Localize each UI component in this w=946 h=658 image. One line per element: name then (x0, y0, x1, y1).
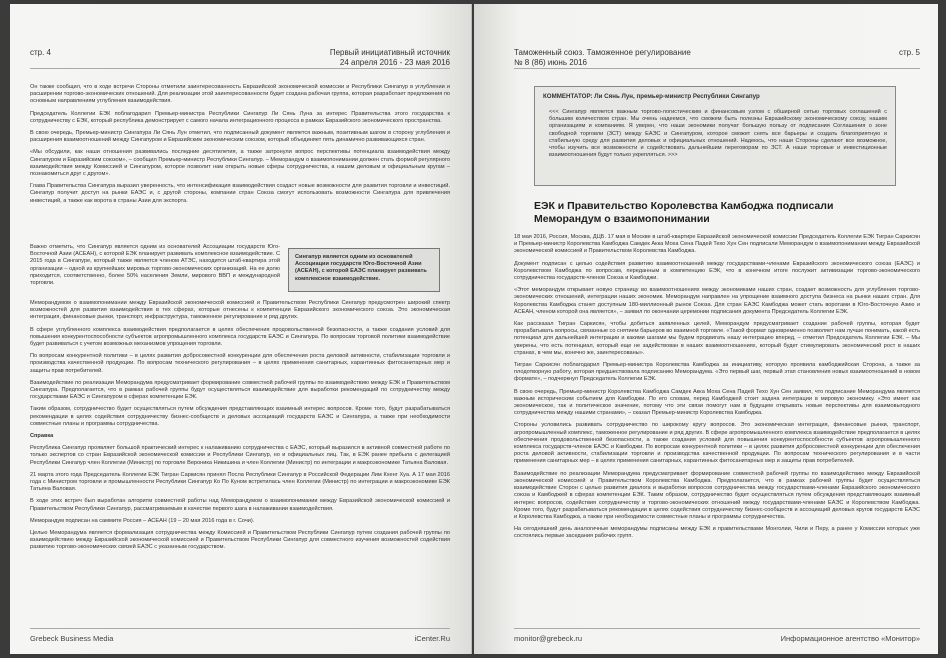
page-number: стр. 4 (30, 48, 52, 57)
right-page (474, 4, 938, 654)
footer-site: iCenter.Ru (414, 634, 450, 643)
paragraph: В ходе этих встреч был выработан алгоритм совместной работы над Меморандумом о взаимопонимании между Евразийской экономической комиссией и Правительством Республики Сингапур, рассматриваемым в качестве первого шага в налаживании взаимодействия. (30, 498, 450, 512)
paragraph: Стороны условились развивать сотрудничество по широкому кругу вопросов. Это экономическая интеграция, финансовые рынки, транспорт, агропромышленный комплекс, таможенное регулирование и ряд других. В сфере агропромышленного комплекса взаимодействие предполагается в целях обеспечения продовольственной безопасности, а также создания условий для повышения конкурентоспособности субъектов агропромышленного комплекса государств-членов ЕАЭС и Камбоджи. По вопросам конкурентной политики – в целях развития добросовестной конкуренции для обеспечения роста деловой активности, стабилизации торговли и производства качественной продукции. По вопросам технического регулирования и в части применения санитарных мер – в целях применения санитарных, карантинных фитосанитарных мер и защиты прав потребителей. (514, 422, 920, 465)
paragraph: «Этот меморандум открывает новую страницу во взаимоотношениях между экономиками наших стран, создает возможность для углубления торгово-экономических отношений, интеграции наших экономик. Меморандум направлен на упрощение взаимного доступа бизнеса на рынки наших стран. Для Королевства Камбоджа станет доступным 180-миллионный рынок Союза. Для стран ЕАЭС Камбоджа может стать воротами в Юго-Восточную Азию и АСЕАН, членом которой она является», – заявил по окончании церемонии подписания документа Председатель Коллегии ЕЭК. (514, 287, 920, 315)
paragraph: В сфере углубленного комплекса взаимодействия предполагается в целях обеспечения продовольственной безопасности, а также создания условий для повышения конкурентоспособности субъектов агропромышленного комплекса государств ЕАЭС и Сингапура. По вопросам торговой политики взаимодействие будет развиваться с учетом возможных механизмов упрощения торговли. (30, 326, 450, 348)
commentator-quote: <<< Сингапур является важным торгово-логистическим и финансовым узлом с обширной сетью торговых соглашений с большим количеством стран. Мы очень надеемся, что сможем быть полезны Евразийскому экономическому союзу, нашим организациям и компаниям. Я уверен, что наши экономики получат большую пользу от подписания Соглашения о зоне свободной торговли (ЗСТ) между ЕАЭС и Сингапуром, которое сможет снять все барьеры и создать благоприятную и стабильную среду для развития деловых и официальных отношений. Надеюсь, что наши Стороны сделают все возможное, чтобы изучить все возможности и содействовать дальнейшим переговорам по ЗСТ. А наши торговые и инвестиционные взаимоотношения будут только укрепляться. >>> (549, 109, 887, 159)
header-date: 24 апреля 2016 - 23 мая 2016 (339, 58, 450, 67)
paragraph: Он также сообщил, что в ходе встречи Стороны отметили заинтересованность Евразийской экономической комиссии и Республики Сингапур в углублении и расширении торгово-экономических отношений. Для реализации этой заинтересованности будет создана рабочая группа, которая разработает предложения по основным направлениям углубления взаимодействия. (30, 84, 450, 105)
page-number: стр. 5 (898, 48, 920, 57)
article-column (514, 234, 920, 546)
paragraph: По вопросам конкурентной политики – в целях развития добросовестной конкуренции для обеспечения роста деловой активности, стабилизации торговли и производства качественной продукции. По вопросам технического регулирования – в целях применения санитарных, карантинных фитосанитарных мер и защиты прав потребителей. (30, 353, 450, 374)
footer-publisher: Grebeck Business Media (30, 634, 114, 643)
paragraph: Взаимодействие по реализации Меморандума предусматривает формирование совместной рабочей группы по взаимодействию между ЕЭК и Правительством Сингапура. Предполагается, что в рамках рабочей группы будут осуществляться взаимодействие для выработки рекомендаций по сотрудничеству между государствами ЕАЭС и Сингапуром в сферах компетенции ЕЭК. (30, 379, 450, 401)
paragraph: В свою очередь, Премьер-министр Королевства Камбоджа Самдек Акка Моха Сена Падей Техо Хун Сен заявил, что подписание Меморандума является важным историческим событием для Камбоджи. По его словам, перед Камбоджей стоит задача интеграции в мировую экономику. «Это имеет как экономическое, так и политическое значение, потому что эти связи помогут нам в будущем открывать новые перспективы для взаимовыгодного сотрудничества между нашими странами», – сказал Премьер-министр Королевства Камбоджа. (514, 388, 920, 417)
footer-agency: Информационное агентство «Монитор» (780, 634, 920, 643)
footer-divider (514, 628, 920, 629)
paragraph: На сегодняшний день аналогичные меморандумы подписаны между ЕЭК и правительствами Монголии, Чили и Перу, а ранее у Комиссии которых уже состоялись первые заседания рабочих групп. (514, 526, 920, 540)
footer-divider (30, 628, 450, 629)
paragraph: 21 марта этого года Председатель Коллегии ЕЭК Тигран Саркисян принял Посла Республики Сингапур в Российской Федерации Лим Кхенг Хуа. А 17 мая 2016 года с Министром торговли и промышленности Республики Сингапур Ко По Куном встретилась член Коллегии (Министр) по интеграции и макроэкономике ЕЭК Татьяна Валовая. (30, 471, 450, 493)
paragraph: Председатель Коллегии ЕЭК поблагодарил Премьер-министра Республики Сингапур Ли Сянь Луна за интерес Правительства этого государства к сотрудничеству с ЕЭК, который республика демонстрирует с самого начала интеграционного процесса в рамках Евразийского экономического пространства. (30, 110, 450, 124)
header-divider (514, 68, 920, 69)
header-issue: № 8 (86) июнь 2016 (514, 58, 587, 67)
paragraph: Целью Меморандума является формализация сотрудничества между Комиссией и Правительством Республики Сингапур путем создания рабочей группы по взаимодействию между Евразийской экономической комиссией и Правительством Республики Сингапур для совместного изучения возможностей содействия развитию торгово-экономических связей ЕАЭС с указанным государством. (30, 530, 450, 551)
pull-quote-box: Сингапур является одним из основателей Ассоциации государств Юго-Восточной Азии (АСЕАН), с которой ЕАЭС планирует развивать комплексное взаимодействие. (288, 248, 440, 292)
header-title (250, 48, 450, 68)
article-column-top (30, 84, 450, 210)
paragraph: Республика Сингапур проявляет большой практический интерес к налаживанию сотрудничества с ЕАЭС, который выразился в активной совместной работе по только экспертов со стран Евразийской экономической комиссии и Республики Сингапур, но и официальных лиц. Так, в ЕЭК ранее прибыла с делегацией Республики Сингапур член Коллегии (Министр) по торговле Вероника Никишина и член Коллегии (Министр) по интеграции и макроэкономике Татьяна Валовая. (30, 445, 450, 466)
paragraph: Важно отметить, что Сингапур является одним из основателей Ассоциации государств Юго-Восточной Азии (АСЕАН), с которой ЕЭК планирует развивать комплексное взаимодействие. С 2015 года в Сингапуре, который также является членом АТЭС, находится штаб-квартира этой организации – одной из крупнейших мировых торгово-экономических организаций. На ее долю приходится, соответственно, более 50% населения Земли, мирового ВВП и международной торговли. (30, 244, 280, 287)
article-column-bottom (30, 300, 450, 557)
footer-email: monitor@grebeck.ru (514, 634, 583, 643)
paragraph: Взаимодействие по реализации Меморандума предусматривает формирование совместной рабочей группы по взаимодействию между Евразийской экономической комиссией и Правительством Королевства Камбоджа. Предполагается, что в рамках рабочей группы будет осуществляться взаимодействие Сторон с целью развития диалога и выработки вопросов сотрудничества между государствами-членами Евразийского экономического союза и Камбоджей в сферах компетенции ЕЭК. Таким образом, сотрудничество будет осуществляться путем обсуждения представляющих взаимный интерес вопросов, содействия сотрудничеству и торгово-экономических отношений между государствами-членами ЕАЭС и Королевством Камбоджа. Кроме того, будут разрабатываться рекомендации в целях содействия сотрудничеству бизнес-сообществ и ассоциаций деловых кругов государств ЕАЭС и Королевства Камбоджа, а также при необходимости совместные планы и программы сотрудничества. (514, 470, 920, 520)
header-title-text: Таможенный союз. Таможенное регулирование (514, 48, 691, 57)
paragraph: «Мы обсудили, как наши отношения развивались последние десятилетия, а также затронули вопрос перспективы потенциала взаимодействия между Сингапуром и Евразийским союзом», – сообщил Премьер-министр Республики Сингапур. – Меморандум о взаимопонимании должен стать формой регулярного взаимодействия между Комиссией и Сингапуром, которое позволит нам открыть новые сферы сотрудничества, а нашим деловым и официальным кругам – познакомиться друг с другом». (30, 149, 450, 178)
reference-heading: Справка (30, 433, 54, 440)
paragraph: Таким образом, сотрудничество будет осуществляться путем обсуждения представляющих взаимный интерес вопросов. Кроме того, будут разрабатываться рекомендации в целях содействия сотрудничеству бизнес-сообществ и деловых ассоциаций государств ЕАЭС и Сингапура, а также при необходимости совместные планы и программы сотрудничества. (30, 406, 450, 427)
paragraph: Документ подписан с целью содействия развитию взаимоотношений между государствами-членами Евразийского экономического союза (ЕАЭС) и Королевством Камбоджа по вопросам, переданным в компетенцию ЕЭК, что в конечном итоге послужит активизации торгово-экономического сотрудничества государств-членов Союза и Камбоджи. (514, 260, 920, 282)
commentator-title: КОММЕНТАТОР: Ли Сянь Лун, премьер-министр Республики Сингапур (543, 93, 760, 100)
paragraph: Меморандумом о взаимопонимании между Евразийской экономической комиссией и Правительством Республики Сингапур предусмотрен широкий спектр возможностей для развития взаимодействия в тех сферах, которые отнесены к компетенции Евразийского экономического союза. Это экономическая интеграция, финансовые рынки, транспорт, инфраструктура, таможенное регулирование и ряд других. (30, 300, 450, 321)
left-page (10, 4, 472, 654)
header-title (514, 48, 691, 68)
paragraph: 18 мая 2016, Россия, Москва, ДЦБ. 17 мая в Москве в штаб-квартире Евразийской экономической комиссии Председатель Коллегии ЕЭК Тигран Саркисян и Премьер-министр Королевства Камбоджа Самдек Акка Моха Сена Падей Техо Хун Сен подписали Меморандум о взаимопонимании между Евразийской экономической комиссией и Правительством Королевства Камбоджа. (514, 234, 920, 255)
commentator-box (534, 86, 896, 186)
paragraph: Тигран Саркисян поблагодарил Премьер-министра Королевства Камбоджа за инициативу, которую проявила камбоджийская Сторона, а также за плодотворную работу, которая предшествовала подписанию Меморандума. «Это первый шаг, первый этап становления новых взаимоотношений в новом формате», – подчеркнул Председатель Коллегии ЕЭК. (514, 362, 920, 383)
paragraph: В свою очередь, Премьер-министр Сингапура Ли Сянь Лун отметил, что подписанный документ является важным, позитивным шагом в сторону углубления и расширения взаимоотношений между Сингапуром и Евразийским экономическим союзом, который объединяет пять динамично развивающихся стран. (30, 130, 450, 144)
header-divider (30, 68, 450, 69)
paragraph: Как рассказал Тигран Саркисян, чтобы добиться заявленных целей, Меморандум предусматривает создание рабочей группы, которая будет прорабатывать вопросы, связанные со снятием барьеров во взаимной торговле. «Такой формат одновременно позволяет нам лучше понимать, какой есть потенциал для дальнейшей интеграции и какими шагами мы будем продвигать нашу интеграцию вперед, – отметил Председатель Коллегии ЕЭК. – Мы уверены, что есть потенциал, который еще не задействован в наших взаимоотношениях, который будет стимулировать экономический рост в наших странах, в чем мы, конечно же, заинтересованы». (514, 321, 920, 356)
article-headline: ЕЭК и Правительство Королевства Камбоджа подписали Меморандум о взаимопонимании (534, 200, 834, 225)
article-column-narrow (30, 244, 280, 292)
header-title-text: Первый инициативный источник (329, 48, 450, 57)
paragraph: Глава Правительства Сингапура выразил уверенность, что интенсификация взаимодействия создаст новые возможности для развития торговли и инвестиций. Сингапур получит доступ на рынки ЕАЭС и, с другой стороны, компании стран Союза смогут использовать возможности Сингапура для привлечения инвестиций, а также как ворота в страны Азии для экспорта. (30, 183, 450, 204)
paragraph: Меморандум подписан на саммите Россия – АСЕАН (19 – 20 мая 2016 года в г. Сочи). (30, 517, 255, 524)
